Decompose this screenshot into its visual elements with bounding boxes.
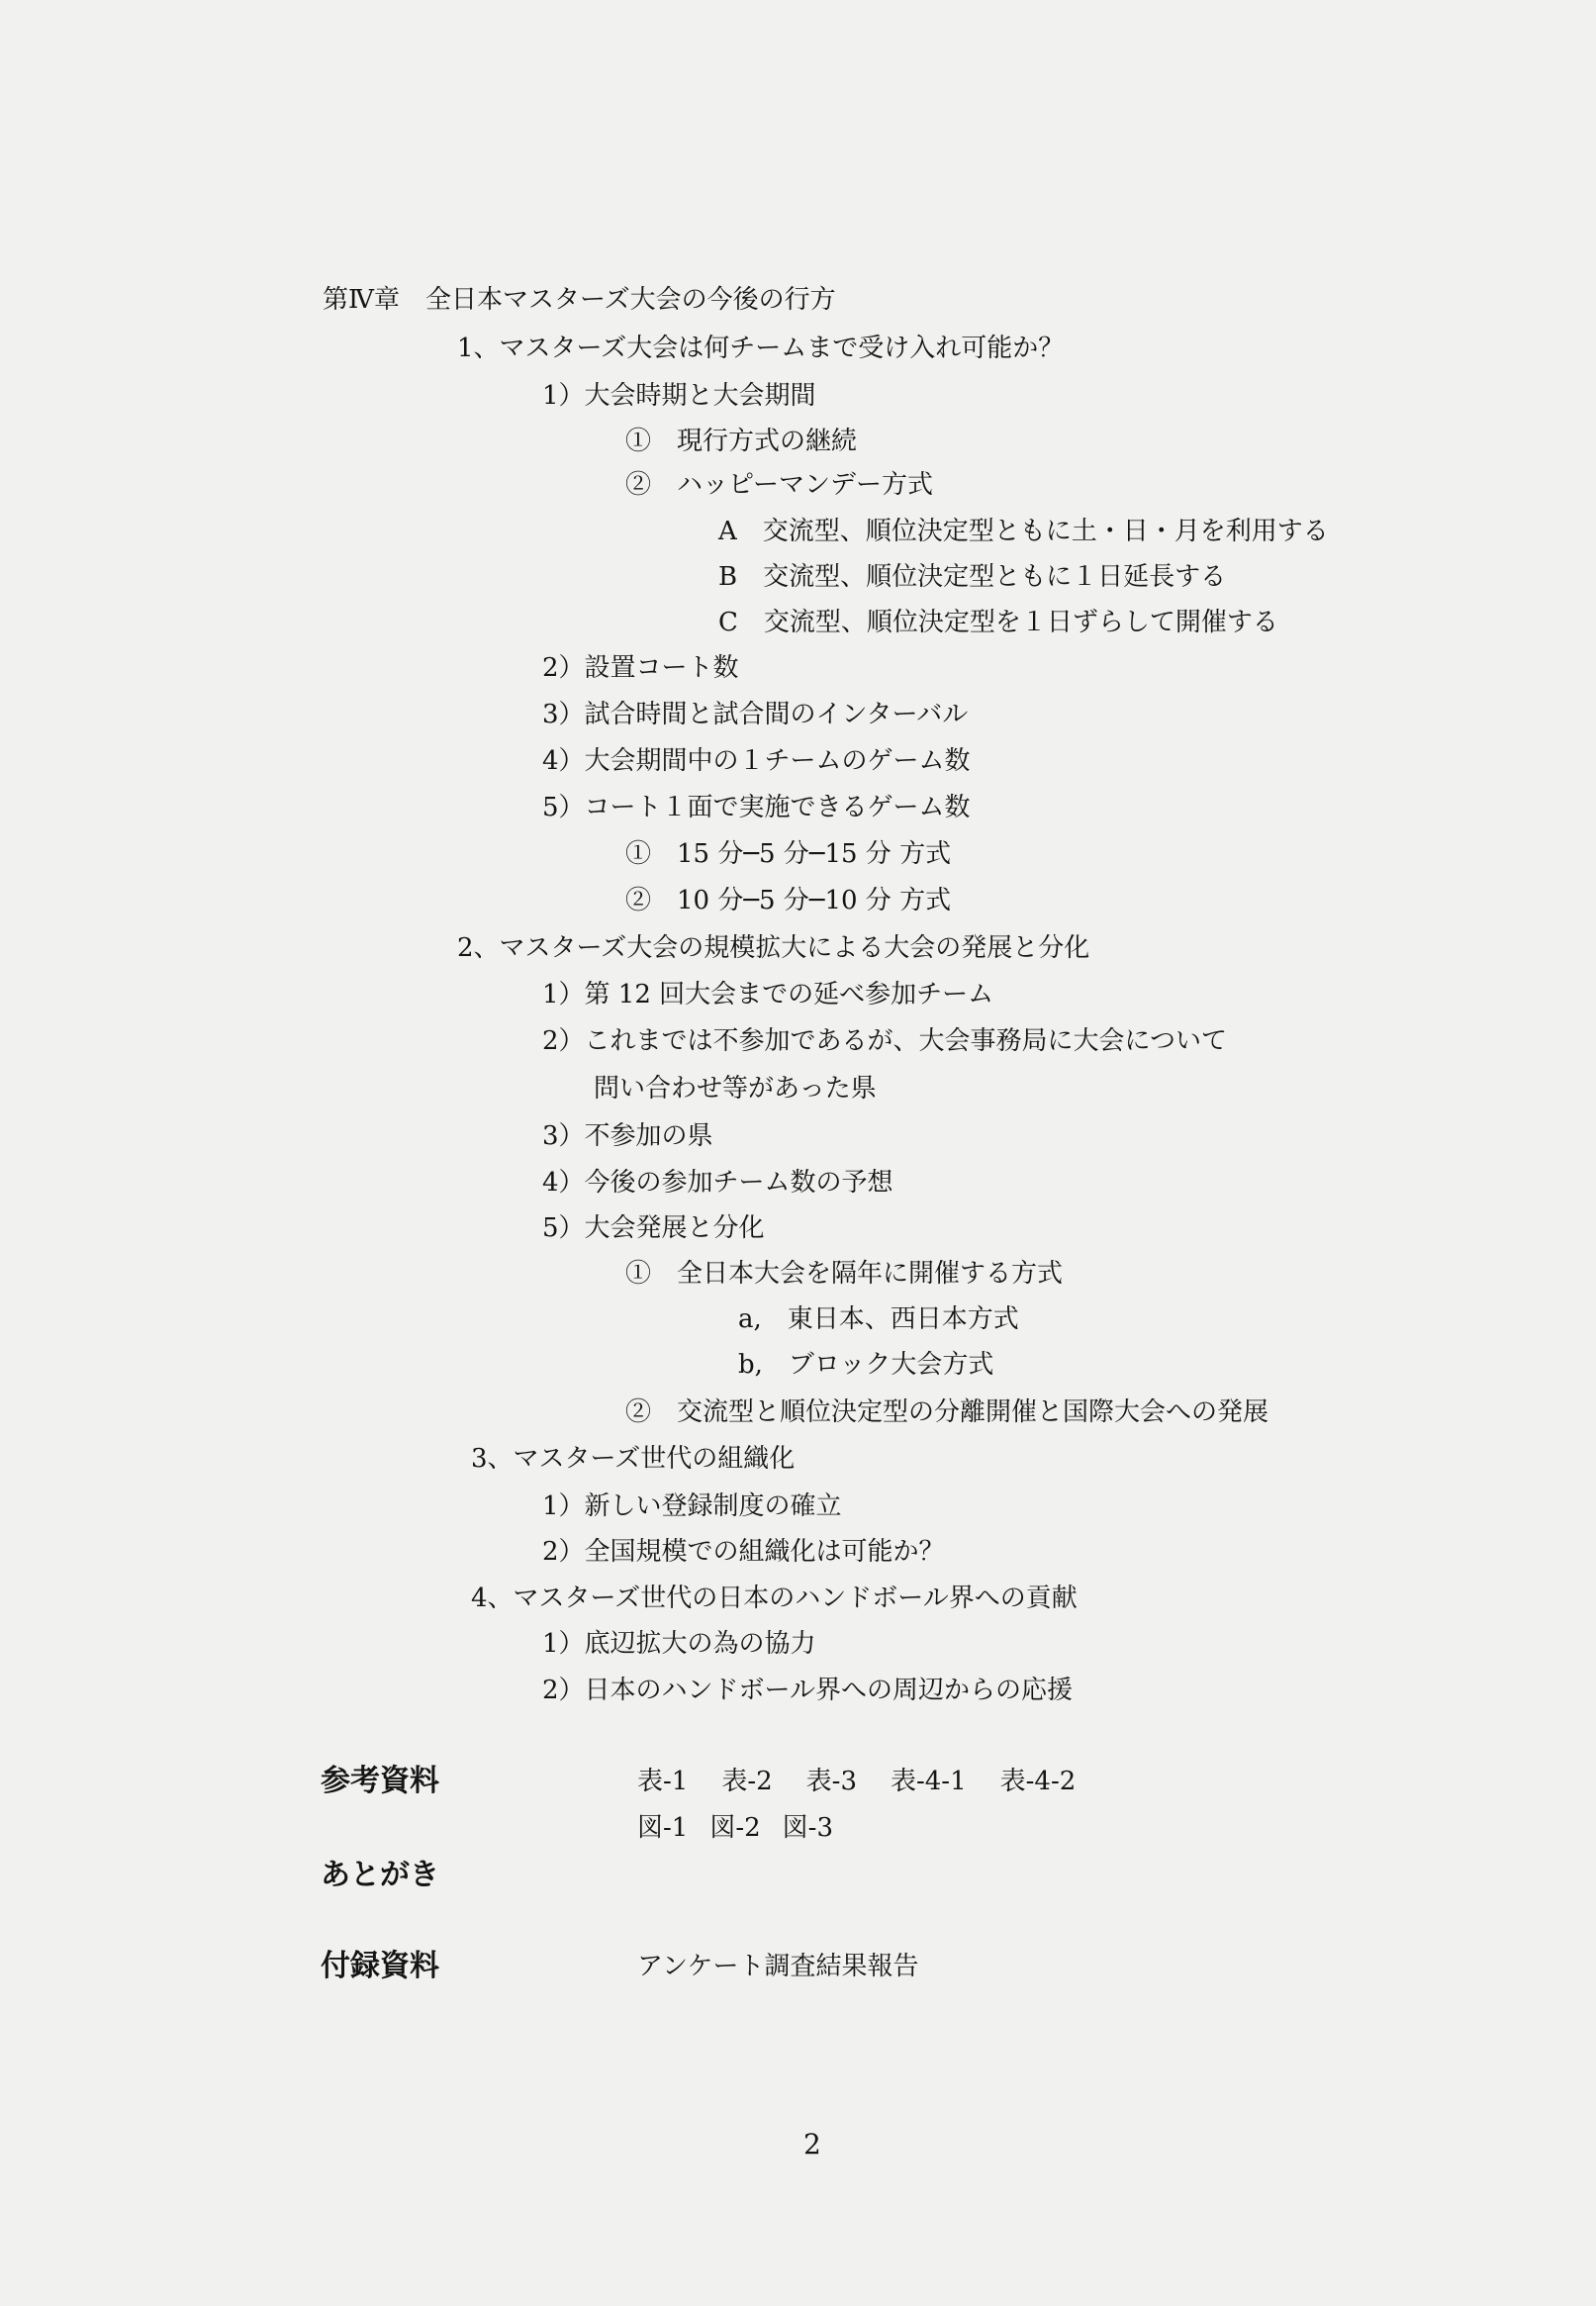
afterword-label: あとがき bbox=[321, 1858, 439, 1892]
bleed-through-text bbox=[1039, 297, 1514, 336]
figure-ref: 図-1 bbox=[637, 1813, 689, 1843]
section-1-item-1a: ① 現行方式の継続 bbox=[625, 427, 858, 456]
section-4-heading: 4、マスターズ世代の日本のハンドボール界への貢献 bbox=[471, 1584, 1078, 1613]
section-4-item-1: 1）底辺拡大の為の協力 bbox=[542, 1629, 816, 1659]
section-2-item-5a: ① 全日本大会を隔年に開催する方式 bbox=[625, 1259, 1064, 1289]
section-1-item-1bA: A 交流型、順位決定型ともに土・日・月を利用する bbox=[718, 517, 1329, 546]
references-figures bbox=[637, 1813, 833, 1843]
section-3-item-2: 2）全国規模での組織化は可能か？ bbox=[542, 1537, 945, 1567]
section-2-item-4: 4）今後の参加チーム数の予想 bbox=[542, 1168, 893, 1198]
references-label: 参考資料 bbox=[321, 1764, 439, 1798]
section-1-item-2: 2）設置コート数 bbox=[542, 653, 739, 683]
table-ref: 表-2 bbox=[721, 1767, 773, 1796]
section-2-item-5ab: b, ブロック大会方式 bbox=[738, 1350, 994, 1380]
section-3-item-1: 1）新しい登録制度の確立 bbox=[542, 1491, 842, 1521]
appendix-label: 付録資料 bbox=[321, 1949, 439, 1983]
page-number: 2 bbox=[803, 2128, 821, 2161]
section-3-heading: 3、マスターズ世代の組織化 bbox=[471, 1444, 796, 1474]
table-ref: 表-4-1 bbox=[890, 1767, 967, 1796]
section-1-item-1: 1）大会時期と大会期間 bbox=[542, 381, 816, 411]
section-2-item-1: 1）第 12 回大会までの延べ参加チーム bbox=[542, 980, 994, 1009]
table-ref: 表-1 bbox=[637, 1767, 689, 1796]
section-2-item-2: 2）これまでは不参加であるが、大会事務局に大会について bbox=[542, 1026, 1228, 1056]
section-2-item-3: 3）不参加の県 bbox=[542, 1121, 713, 1151]
section-2-item-5: 5）大会発展と分化 bbox=[542, 1213, 765, 1243]
section-2-item-5aa: a, 東日本、西日本方式 bbox=[738, 1304, 1019, 1334]
section-1-item-1bB: B 交流型、順位決定型ともに１日延長する bbox=[718, 562, 1227, 592]
figure-ref: 図-3 bbox=[782, 1813, 833, 1843]
figure-ref: 図-2 bbox=[709, 1813, 761, 1843]
table-ref: 表-4-2 bbox=[999, 1767, 1077, 1796]
table-ref: 表-3 bbox=[805, 1767, 857, 1796]
chapter-title: 第Ⅳ章 全日本マスターズ大会の今後の行方 bbox=[323, 285, 836, 315]
section-1-item-5: 5）コート１面で実施できるゲーム数 bbox=[542, 793, 971, 822]
section-1-item-3: 3）試合時間と試合間のインターバル bbox=[542, 700, 969, 729]
section-4-item-2: 2）日本のハンドボール界への周辺からの応援 bbox=[542, 1676, 1074, 1705]
section-2-heading: 2、マスターズ大会の規模拡大による大会の発展と分化 bbox=[457, 933, 1090, 963]
section-1-item-5b: ② 10 分─5 分─10 分 方式 bbox=[625, 886, 952, 915]
section-1-item-1b: ② ハッピーマンデー方式 bbox=[625, 470, 933, 500]
section-2-item-5b: ② 交流型と順位決定型の分離開催と国際大会への発展 bbox=[625, 1397, 1269, 1427]
section-2-item-2-continued: 問い合わせ等があった県 bbox=[594, 1074, 877, 1104]
section-1-item-1bC: C 交流型、順位決定型を１日ずらして開催する bbox=[718, 608, 1278, 637]
appendix-item: アンケート調査結果報告 bbox=[637, 1952, 919, 1981]
section-1-item-4: 4）大会期間中の１チームのゲーム数 bbox=[542, 746, 971, 776]
section-1-heading: 1、マスターズ大会は何チームまで受け入れ可能か？ bbox=[457, 334, 1065, 363]
references-tables bbox=[637, 1767, 1076, 1796]
section-1-item-5a: ① 15 分─5 分─15 分 方式 bbox=[625, 839, 952, 869]
